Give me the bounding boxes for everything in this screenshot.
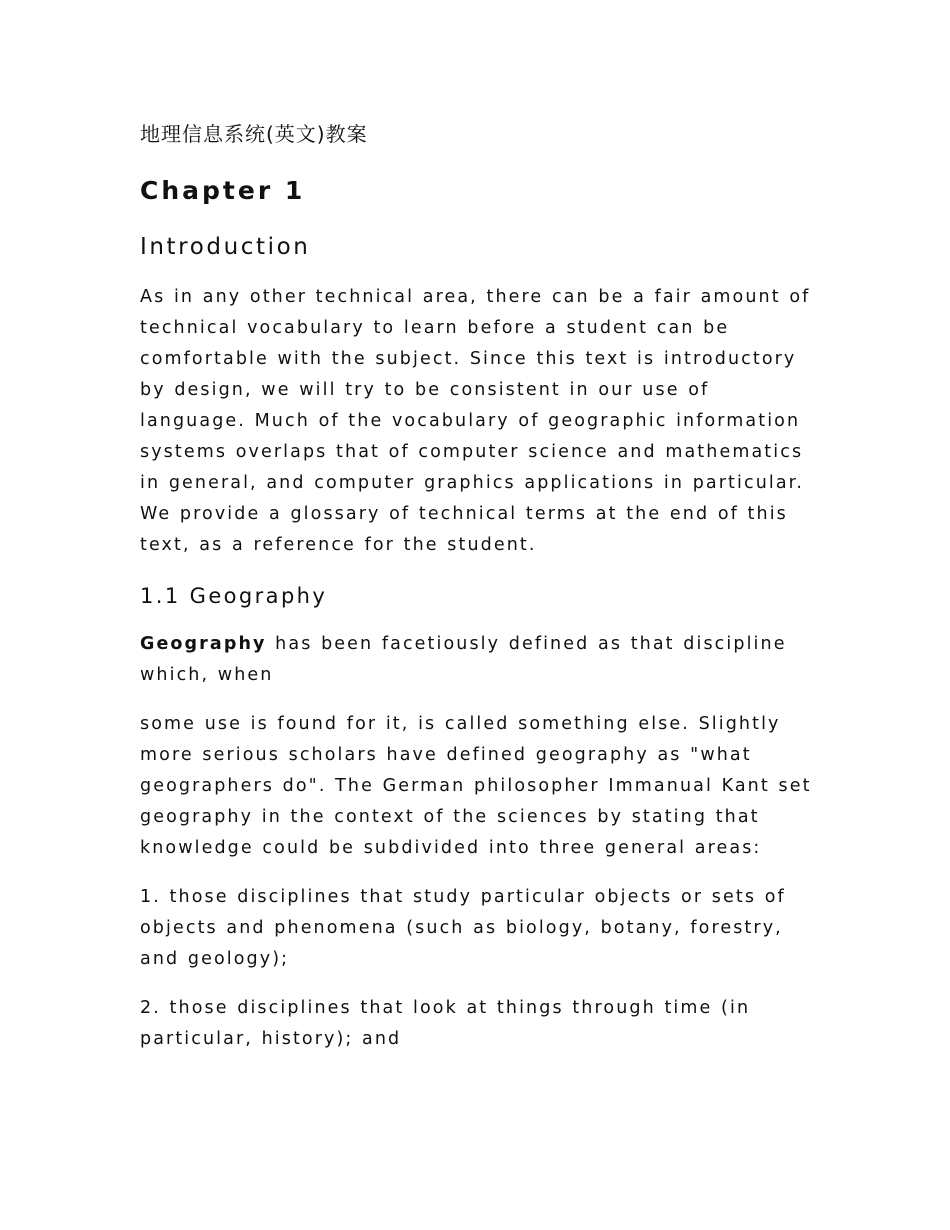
intro-paragraph: As in any other technical area, there can be a fair amount of technical vocabulary to learn before a student can be comfortable with the subject. Since this text is introductory by design, we will try to be consistent in our use of language. Much of the vocabulary of geographic information systems overlaps that of computer science and mathematics in general, and computer graphics applications in particular. We provide a glossary of technical terms at the end of this text, as a reference for the student. <box>140 287 811 555</box>
geography-term: Geography <box>140 634 267 654</box>
list-item-2: 2. those disciplines that look at things through time (in particular, history); and <box>140 998 751 1049</box>
geography-continuation-paragraph: some use is found for it, is called something else. Slightly more serious scholars have defined geography as "what geographers do". The German philosopher Immanual Kant set geography in the context of the sciences by stating that knowledge could be subdivided into three general areas: <box>140 714 812 858</box>
document-page <box>140 118 820 1073</box>
geography-definition-text: has been facetiously defined as that discipline which, when <box>140 634 787 685</box>
chapter-heading: Chapter 1 <box>140 176 306 205</box>
subsection-heading-geography: 1.1 Geography <box>140 584 328 608</box>
geography-definition-paragraph <box>140 629 820 691</box>
list-item-1: 1. those disciplines that study particular objects or sets of objects and phenomena (such as biology, botany, forestry, and geology); <box>140 887 786 969</box>
document-title: 地理信息系统(英文)教案 <box>140 122 368 146</box>
section-heading-introduction: Introduction <box>140 234 311 260</box>
